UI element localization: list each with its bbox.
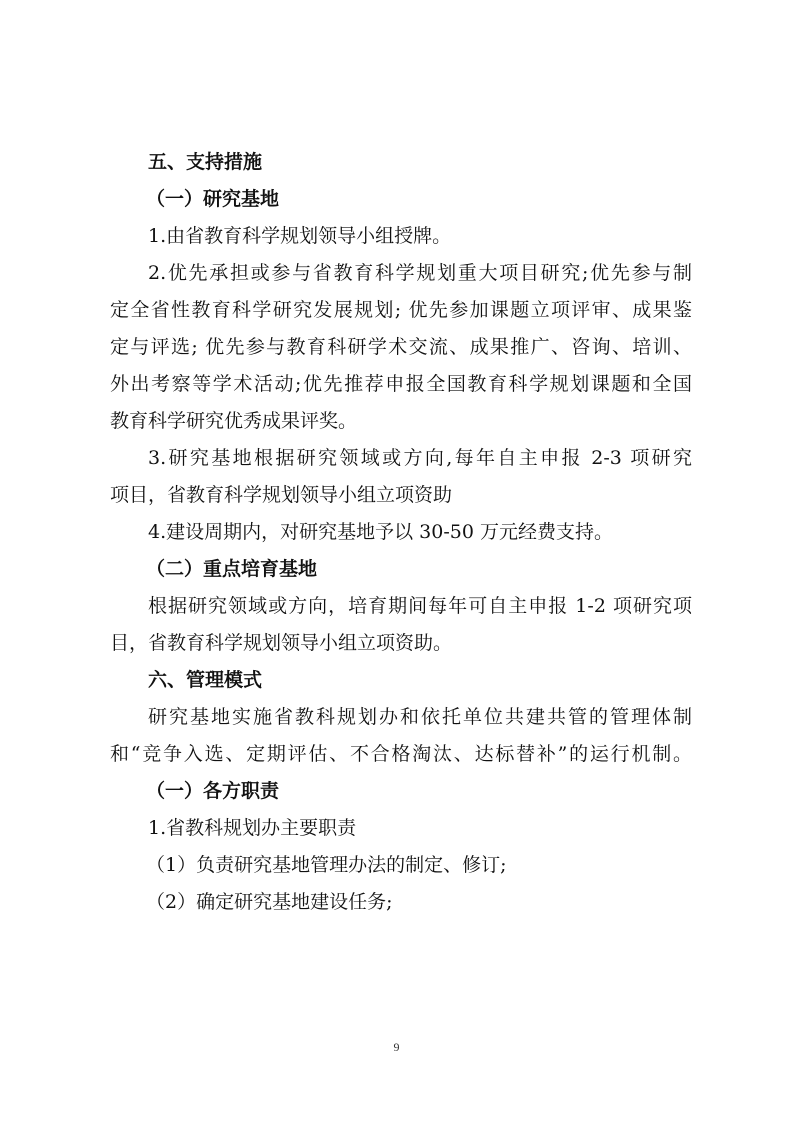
- paragraph-line: 教育科学研究优秀成果评奖。: [110, 410, 358, 432]
- paragraph-line: 外出考察等学术活动;优先推荐申报全国教育科学规划课题和全国: [110, 373, 692, 395]
- paragraph-line: 定与评选; 优先参与教育科研学术交流、成果推广、咨询、培训、: [110, 336, 692, 358]
- paragraph-line: 研究基地实施省教科规划办和依托单位共建共管的管理体制: [148, 706, 692, 728]
- paragraph-line: 1.省教科规划办主要职责: [148, 817, 357, 839]
- section-heading-support-measures: 五、支持措施: [148, 151, 263, 173]
- subsection-heading-responsibilities: （一）各方职责: [146, 780, 280, 802]
- subsection-heading-key-cultivation-base: （二）重点培育基地: [146, 558, 318, 580]
- paragraph-line: 4.建设周期内，对研究基地予以 30-50 万元经费支持。: [148, 521, 613, 543]
- paragraph-line: 和“竞争入选、定期评估、不合格淘汰、达标替补”的运行机制。: [110, 743, 692, 765]
- paragraph-line: 定全省性教育科学研究发展规划; 优先参加课题立项评审、成果鉴: [110, 299, 692, 321]
- paragraph-line: 项目，省教育科学规划领导小组立项资助: [110, 484, 453, 506]
- paragraph-line: 1.由省教育科学规划领导小组授牌。: [148, 225, 452, 247]
- list-item: （2）确定研究基地建设任务;: [146, 891, 393, 913]
- paragraph-line: 3.研究基地根据研究领域或方向,每年自主申报 2-3 项研究: [148, 447, 692, 469]
- page-number: 9: [393, 1040, 400, 1054]
- subsection-heading-research-base: （一）研究基地: [146, 188, 280, 210]
- paragraph-line: 目，省教育科学规划领导小组立项资助。: [110, 632, 453, 654]
- section-heading-management-mode: 六、管理模式: [148, 669, 263, 691]
- paragraph-line: 2.优先承担或参与省教育科学规划重大项目研究;优先参与制: [148, 262, 692, 284]
- list-item: （1）负责研究基地管理办法的制定、修订;: [146, 854, 507, 876]
- paragraph-line: 根据研究领域或方向，培育期间每年可自主申报 1-2 项研究项: [148, 595, 692, 617]
- document-body: [110, 144, 692, 921]
